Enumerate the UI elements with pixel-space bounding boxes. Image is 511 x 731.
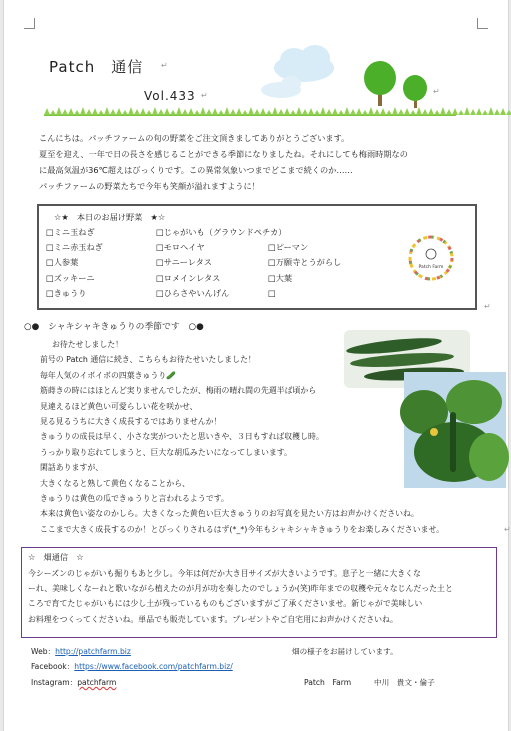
paragraph-mark: ↵	[504, 525, 511, 534]
cucumber-plant-photo	[404, 372, 506, 488]
newsletter-title: Patch 通信	[49, 58, 144, 76]
veg-item: □モロヘイヤ	[156, 242, 205, 252]
article-line: 閑話ありますが、	[40, 463, 104, 473]
delivery-list-box	[37, 204, 477, 310]
svg-text:↵: ↵	[433, 87, 440, 96]
intro-line: こんにちは。パッチファームの旬の野菜をご注文頂きましてありがとうございます。	[39, 133, 350, 143]
veg-item: □きゅうり	[46, 288, 87, 298]
crop-mark-top-left	[24, 18, 35, 29]
veg-item: □ズッキーニ	[46, 273, 95, 283]
article-line: 毎年人気のイボイボの四葉きゅうり🥒	[40, 370, 177, 380]
patch-farm-logo	[407, 234, 455, 282]
paragraph-mark: ↵	[484, 302, 491, 311]
veg-item: □ピーマン	[268, 242, 309, 252]
article-line: ここまで大きく成長するのか！とびっくりされるはず(*_*)今年もシャキシャキきゅうりをお楽しみくださいませ。	[40, 524, 445, 534]
intro-line: 夏至を迎え、一年で日の長さを感じることができる季節になりましたね。それにしても梅雨時期なの	[39, 149, 408, 159]
field-news-line: お料理をつくってくださいね。単品でも販売しています。プレゼントやご自宅用にお声かけくださいね。	[28, 614, 398, 624]
field-news-body	[28, 566, 494, 627]
article-line: きゅうりは黄色の瓜できゅうりと言われるようです。	[40, 494, 229, 504]
web-label: Web：	[31, 647, 56, 656]
grass-divider	[44, 104, 456, 116]
crop-mark-top-right	[477, 18, 488, 29]
document-page	[3, 0, 509, 731]
veg-item: □ロメインレタス	[156, 273, 221, 283]
article-line: きゅうりの成長は早く、小さな実がついたと思いきや、３日もすれば収穫し時。	[40, 432, 324, 442]
footer-note: 畑の様子をお届けしています。	[292, 647, 398, 656]
veg-item: □万願寺とうがらし	[268, 257, 342, 267]
header-illustration	[259, 38, 459, 113]
instagram-label: Instagram：	[31, 678, 78, 687]
field-news-title: ☆ 畑通信 ☆	[28, 552, 84, 562]
field-news-box	[21, 547, 497, 638]
footer-facebook	[31, 661, 233, 672]
paragraph-mark: ↵	[161, 61, 168, 70]
article-line: 本来は黄色い姿なのかしら。大きくなった黄色い巨大きゅうりのお写真を見たい方はお声かけくださいね。	[40, 509, 419, 519]
veg-item: □ひらさやいんげん	[156, 288, 230, 298]
veg-item: □じゃがいも（グラウンドペチカ）	[156, 227, 287, 237]
article-line: 大きくなると熟して黄色くなることから、	[40, 478, 190, 488]
veg-item: □人参葉	[46, 257, 79, 267]
veg-item: □ミニ玉ねぎ	[46, 227, 95, 237]
farm-name: Patch Farm	[304, 678, 352, 687]
intro-paragraph	[39, 130, 501, 194]
article-line: お待たせしました！	[52, 340, 124, 349]
article-line: うっかり取り忘れてしまうと、巨大な胡瓜みたいになってしまいます。	[40, 447, 292, 457]
svg-text:Patch Farm: Patch Farm	[418, 265, 444, 270]
field-news-line: ころで育てたじゃがいもには少し土が残っているものもございますがご了承くださいませ。新じゃがで美味しい	[28, 599, 423, 609]
veg-item: □大葉	[268, 273, 293, 283]
article-line: 見る見るうちに大きく成長するではありませんか！	[40, 417, 222, 427]
article-line: 前号の Patch 通信に続き、こちらもお待たせいたしました！	[40, 355, 256, 365]
volume-number: Vol.433	[144, 89, 196, 103]
field-news-line: 今シーズンのじゃがいも掘りもあと少し。今年は何だか大き目サイズが大きいようです。息子と一緒に大きくな	[28, 569, 421, 578]
paragraph-mark: ↵	[201, 91, 208, 100]
tree-icon	[364, 61, 427, 108]
delivery-title: ☆★ 本日のお届け野菜 ★☆	[54, 212, 166, 222]
facebook-label: Facebook：	[31, 662, 75, 671]
intro-line: パッチファームの野菜たちで今年も笑顔が溢れますように！	[39, 181, 260, 191]
web-link[interactable]: http://patchfarm.biz	[55, 647, 131, 656]
field-news-line: ーれ、美味しくなーれと歌いながら植えたのが月が功を奏したのでしょうか(笑)昨年までの収穫や元々なじんだった土と	[28, 584, 453, 594]
veg-item: □ミニ赤玉ねぎ	[46, 242, 103, 252]
article-line: 筋蒔きの時にはほとんど実りませんでしたが、梅雨の晴れ間の先週半ば頃から	[40, 386, 317, 396]
cucumber-section-title: ○● シャキシャキきゅうりの季節です ○●	[24, 322, 204, 332]
footer-instagram	[31, 677, 116, 688]
veg-item: □	[268, 288, 276, 298]
veg-item: □サニーレタス	[156, 257, 213, 267]
footer-web	[31, 646, 131, 657]
signature: 中川 貴文・倫子	[374, 678, 435, 687]
facebook-link[interactable]: https://www.facebook.com/patchfarm.biz/	[74, 662, 233, 671]
intro-line: に最高気温が36℃超えはびっくりです。この異常気象いつまでどこまで続くのか……	[39, 165, 353, 175]
article-line: 見違えるほど黄色い可愛らしい花を咲かせ、	[40, 401, 198, 411]
cloud-icon	[261, 45, 334, 98]
instagram-handle: patchfarm	[77, 678, 117, 687]
